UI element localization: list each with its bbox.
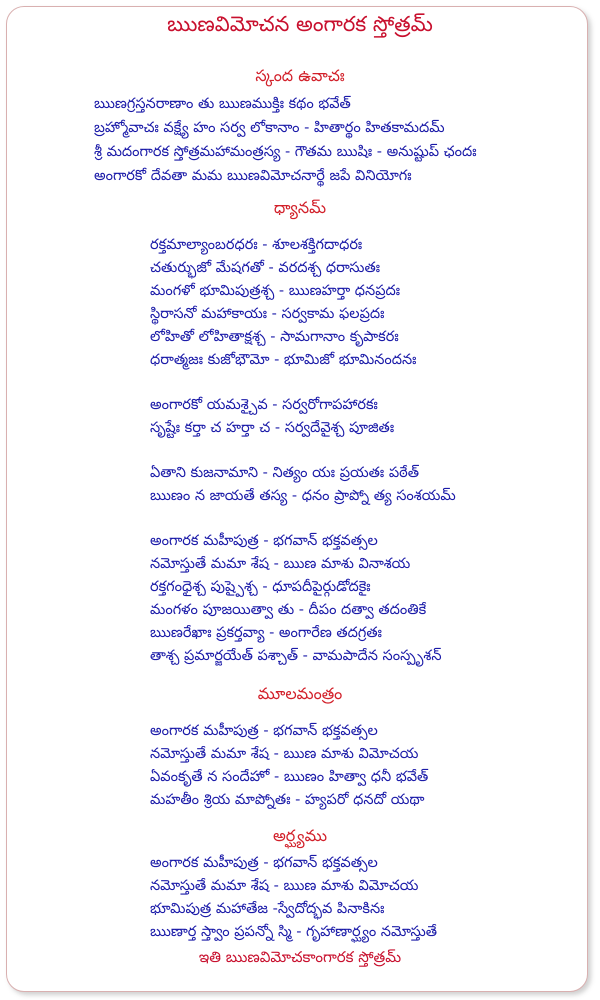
arghyam-line: నమోస్తుతే మమా శేష - ఋణ మాశు విమోచయ (150, 878, 419, 894)
dhyanam-line: మంగళం పూజయిత్వా తు - దీపం దత్వా తదంతికే (150, 602, 427, 618)
intro-line: అంగారకో దేవతా మమ ఋణవిమోచనార్థే జపే వినియోగః (94, 168, 412, 184)
dhyanam-line: లోహితో లోహితాక్షశ్చ - సామగానాం కృపాకరః (150, 329, 399, 345)
heading-skanda-uvacha: స్కంద ఉవాచః (255, 66, 345, 85)
dhyanam-line: ఋణరేఖాః ప్రకర్తవ్యా - అంగారేణ తదగ్రతః (150, 625, 382, 641)
dhyanam-line: చతుర్భుజో మేషగతో - వరదశ్చ ధరాసుతః (150, 260, 381, 276)
dhyanam-line: ధరాత్మజః కుజోభౌమో - భూమిజో భూమినందనః (150, 352, 417, 368)
mulamantram-line: ఏవంకృతే న సందేహో - ఋణం హిత్వా ధనీ భవేత్ (150, 769, 429, 785)
dhyanam-line: ఋణం న జాయతే తస్య - ధనం ప్రాప్నో త్య సంశయమ్ (150, 488, 456, 504)
mulamantram-line: నమోస్తుతే మమా శేష - ఋణ మాశు విమోచయ (150, 746, 419, 762)
heading-arghyam: అర్ఘ్యము (272, 826, 328, 845)
page-title: ఋణవిమోచన అంగారక స్తోత్రమ్ (167, 12, 433, 36)
heading-dhyanam: ధ్యానమ్ (273, 198, 327, 217)
dhyanam-line: అంగారకో యమశ్చైవ - సర్వరోగాపహారకః (150, 397, 378, 413)
dhyanam-line: సృష్టేః కర్తా చ హర్తా చ - సర్వదేవైశ్చ పూజితః (150, 420, 395, 436)
dhyanam-line: అంగారక మహీపుత్ర - భగవాన్ భక్తవత్సల (150, 533, 378, 549)
colophon: ఇతి ఋణవిమోచకాంగారక స్తోత్రమ్ (198, 948, 402, 966)
dhyanam-line: రక్తగంధైశ్చ పుష్పైశ్చ - ధూపదీపైర్గుడోదకైః (150, 579, 371, 595)
dhyanam-line: మంగళో భూమిపుత్రశ్చ - ఋణహర్తా ధనప్రదః (150, 283, 401, 299)
mulamantram-line: మహతీం శ్రియ మాప్నోతః - హ్యపరో ధనదో యథా (150, 792, 425, 808)
dhyanam-line: తాశ్చ ప్రమార్జయేత్ పశ్చాత్ - వామపాదేన సంస్పృశన్ (150, 648, 442, 664)
intro-line: శ్రీ మదంగారక స్తోత్రమహామంత్రస్య - గౌతమ ఋషిః - అనుష్టుప్ ఛందః (94, 144, 477, 160)
arghyam-line: అంగారక మహీపుత్ర - భగవాన్ భక్తవత్సల (150, 855, 378, 871)
dhyanam-line: స్థిరాసనో మహాకాయః - సర్వకామ ఫలప్రదః (150, 306, 385, 322)
heading-mulamantram: మూలమంత్రం (257, 684, 343, 703)
intro-line: బ్రహ్మోవాచః వక్ష్యే హం సర్వ లోకానాం - హితార్థం హితకామదమ్ (94, 120, 445, 136)
dhyanam-line: నమోస్తుతే మమా శేష - ఋణ మాశు వినాశయ (150, 556, 411, 572)
dhyanam-line: రక్తమాల్యాంబరధరః - శూలశక్తిగదాధరః (150, 237, 363, 253)
intro-line: ఋణగ్రస్తనరాణాం తు ఋణముక్తిః కథం భవేత్ (94, 96, 351, 112)
mulamantram-line: అంగారక మహీపుత్ర - భగవాన్ భక్తవత్సల (150, 723, 378, 739)
dhyanam-line: ఏతాని కుజనామాని - నిత్యం యః ప్రయతః పఠేత్ (150, 465, 420, 481)
arghyam-line: ఋణార్త స్త్వాం ప్రపన్నో స్మి - గృహాణార్ఘ్యం నమోస్తుతే (150, 924, 437, 940)
arghyam-line: భూమిపుత్ర మహాతేజ -స్వేదోద్భవ పినాకినః (150, 901, 385, 917)
